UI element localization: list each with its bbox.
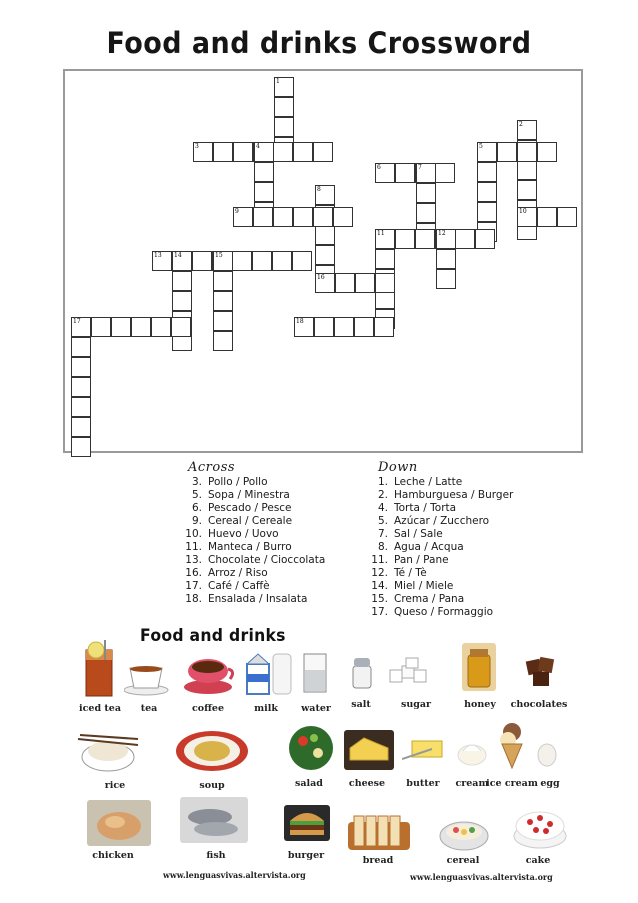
label-cheese: cheese	[348, 778, 386, 789]
down-heading: Down	[378, 460, 418, 475]
clue-text: Sopa / Minestra	[208, 489, 290, 501]
cream-image	[457, 737, 487, 767]
clue-text: Café / Caffè	[208, 580, 270, 592]
clue-text: Crema / Pana	[394, 593, 465, 605]
coffee-image	[182, 655, 238, 695]
crossword-cell[interactable]	[192, 251, 212, 271]
clue-text: Ensalada / Insalata	[208, 593, 308, 605]
label-iced-tea: iced tea	[79, 703, 121, 714]
clue-number: 1	[276, 78, 280, 85]
clue-num: 3.	[191, 476, 202, 488]
down-clue	[366, 554, 513, 567]
crossword-cell[interactable]	[517, 207, 537, 227]
clue-number: 6	[377, 164, 381, 171]
clue-text: Leche / Latte	[394, 476, 463, 488]
crossword-cell[interactable]	[172, 291, 192, 311]
crossword-cell[interactable]	[254, 162, 274, 182]
rice-image	[76, 727, 140, 775]
soup-image	[174, 727, 250, 773]
crossword-cell[interactable]	[557, 207, 577, 227]
crossword-cell[interactable]	[71, 357, 91, 377]
down-clue	[366, 541, 513, 554]
clue-text: Cereal / Cereale	[208, 515, 293, 527]
crossword-cell[interactable]	[272, 251, 292, 271]
crossword-cell[interactable]	[355, 273, 375, 293]
clue-text: Hamburguesa / Burger	[394, 489, 514, 501]
clue-num: 11.	[371, 554, 388, 566]
across-clue	[180, 476, 325, 489]
crossword-cell[interactable]	[354, 317, 374, 337]
clue-num: 11.	[185, 541, 202, 553]
label-rice: rice	[104, 780, 126, 791]
across-clues	[180, 461, 325, 606]
crossword-cell[interactable]	[313, 207, 333, 227]
crossword-cell[interactable]	[71, 397, 91, 417]
crossword-cell[interactable]	[477, 162, 497, 182]
crossword-cell[interactable]	[273, 207, 293, 227]
clue-number: 13	[154, 252, 162, 259]
across-clue	[180, 515, 325, 528]
crossword-cell[interactable]	[314, 317, 334, 337]
crossword-cell[interactable]	[517, 180, 537, 200]
page-title: Food and drinks Crossword	[106, 26, 532, 60]
label-salt: salt	[351, 699, 371, 710]
crossword-cell[interactable]	[193, 142, 213, 162]
label-honey: honey	[464, 699, 496, 710]
crossword-cell[interactable]	[172, 251, 192, 271]
clue-text: Queso / Formaggio	[394, 606, 494, 618]
label-ice-cream: ice cream	[486, 778, 538, 789]
label-cereal: cereal	[446, 855, 480, 866]
crossword-cell[interactable]	[315, 225, 335, 245]
crossword-cell[interactable]	[71, 417, 91, 437]
clue-text: Manteca / Burro	[208, 541, 292, 553]
crossword-cell[interactable]	[415, 229, 435, 249]
label-bread: bread	[362, 855, 394, 866]
crossword-cell[interactable]	[517, 142, 537, 162]
crossword-cell[interactable]	[315, 185, 335, 205]
crossword-cell[interactable]	[253, 207, 273, 227]
across-clue	[180, 580, 325, 593]
crossword-cell[interactable]	[111, 317, 131, 337]
clue-num: 9.	[191, 515, 202, 527]
clue-number: 7	[418, 164, 422, 171]
clue-num: 5.	[377, 515, 388, 527]
clue-text: Pescado / Pesce	[208, 502, 292, 514]
clue-num: 14.	[371, 580, 388, 592]
down-clue	[366, 476, 513, 489]
clue-number: 16	[317, 274, 325, 281]
clue-num: 4.	[377, 502, 388, 514]
clue-num: 8.	[377, 541, 388, 553]
crossword-cell[interactable]	[477, 142, 497, 162]
salad-image	[288, 725, 334, 771]
down-clues	[366, 461, 513, 619]
crossword-cell[interactable]	[71, 317, 91, 337]
crossword-cell[interactable]	[213, 271, 233, 291]
honey-image	[462, 643, 496, 691]
clue-number: 12	[438, 230, 446, 237]
clue-number: 5	[479, 143, 483, 150]
clue-text: Torta / Torta	[394, 502, 457, 514]
crossword-cell[interactable]	[416, 203, 436, 223]
clue-number: 9	[235, 208, 239, 215]
crossword-cell[interactable]	[375, 249, 395, 269]
crossword-cell[interactable]	[71, 437, 91, 457]
water-image	[302, 652, 328, 694]
crossword-cell[interactable]	[455, 229, 475, 249]
clue-number: 10	[519, 208, 527, 215]
label-chocolates: chocolates	[510, 699, 568, 710]
label-sugar: sugar	[400, 699, 432, 710]
crossword-cell[interactable]	[497, 142, 517, 162]
crossword-cell[interactable]	[537, 142, 557, 162]
clue-text: Azúcar / Zucchero	[394, 515, 490, 527]
clue-num: 7.	[377, 528, 388, 540]
source-url-left[interactable]: www.lenguasvivas.altervista.org	[163, 870, 306, 880]
crossword-cell[interactable]	[274, 97, 294, 117]
crossword-cell[interactable]	[213, 251, 233, 271]
crossword-cell[interactable]	[274, 77, 294, 97]
clue-number: 8	[317, 186, 321, 193]
crossword-cell[interactable]	[213, 142, 233, 162]
egg-image	[535, 742, 559, 768]
label-coffee: coffee	[191, 703, 225, 714]
chocolates-image	[523, 654, 559, 690]
iced-tea-image	[82, 640, 116, 698]
clue-num: 5.	[191, 489, 202, 501]
label-milk: milk	[254, 703, 278, 714]
down-clue	[366, 502, 513, 515]
fish-image	[180, 797, 248, 843]
crossword-cell[interactable]	[315, 273, 335, 293]
burger-image	[284, 805, 330, 841]
clue-num: 2.	[377, 489, 388, 501]
crossword-cell[interactable]	[293, 207, 313, 227]
down-clue	[366, 489, 513, 502]
tea-image	[124, 660, 170, 696]
crossword-cell[interactable]	[395, 229, 415, 249]
down-clue	[366, 528, 513, 541]
milk-image	[245, 652, 293, 696]
crossword-cell[interactable]	[71, 377, 91, 397]
crossword-cell[interactable]	[416, 163, 436, 183]
crossword-cell[interactable]	[475, 229, 495, 249]
clue-number: 4	[256, 143, 260, 150]
label-cake: cake	[525, 855, 551, 866]
bread-image	[346, 808, 416, 854]
clue-num: 15.	[371, 593, 388, 605]
clue-number: 3	[195, 143, 199, 150]
crossword-cell[interactable]	[233, 142, 253, 162]
sugar-image	[388, 656, 434, 688]
crossword-cell[interactable]	[436, 269, 456, 289]
cheese-image	[344, 730, 394, 770]
label-burger: burger	[287, 850, 325, 861]
across-clue	[180, 567, 325, 580]
crossword-cell[interactable]	[233, 207, 253, 227]
label-soup: soup	[199, 780, 225, 791]
crossword-cell[interactable]	[213, 331, 233, 351]
clue-number: 2	[519, 121, 523, 128]
label-butter: butter	[406, 778, 440, 789]
clue-text: Agua / Acqua	[394, 541, 464, 553]
crossword-cell[interactable]	[395, 163, 415, 183]
clue-number: 11	[377, 230, 385, 237]
crossword-cell[interactable]	[252, 251, 272, 271]
crossword-cell[interactable]	[151, 317, 171, 337]
crossword-cell[interactable]	[375, 229, 395, 249]
clue-num: 10.	[185, 528, 202, 540]
crossword-cell[interactable]	[375, 273, 395, 293]
crossword-cell[interactable]	[335, 273, 355, 293]
crossword-cell[interactable]	[537, 207, 557, 227]
clue-number: 15	[215, 252, 223, 259]
clue-text: Té / Tè	[394, 567, 427, 579]
across-clue	[180, 528, 325, 541]
crossword-cell[interactable]	[171, 317, 191, 337]
clue-text: Miel / Miele	[394, 580, 454, 592]
down-clue	[366, 593, 513, 606]
across-clue	[180, 502, 325, 515]
crossword-cell[interactable]	[273, 142, 293, 162]
crossword-cell[interactable]	[294, 317, 314, 337]
crossword-cell[interactable]	[375, 163, 395, 183]
crossword-cell[interactable]	[374, 317, 394, 337]
crossword-cell[interactable]	[254, 142, 274, 162]
crossword-cell[interactable]	[254, 182, 274, 202]
crossword-cell[interactable]	[232, 251, 252, 271]
down-clue	[366, 606, 513, 619]
clue-num: 13.	[185, 554, 202, 566]
crossword-cell[interactable]	[152, 251, 172, 271]
crossword-cell[interactable]	[293, 142, 313, 162]
clue-num: 18.	[185, 593, 202, 605]
clue-text: Arroz / Riso	[208, 567, 268, 579]
crossword-cell[interactable]	[416, 183, 436, 203]
crossword-cell[interactable]	[436, 249, 456, 269]
crossword-cell[interactable]	[131, 317, 151, 337]
crossword-cell[interactable]	[213, 311, 233, 331]
crossword-cell[interactable]	[435, 163, 455, 183]
crossword-cell[interactable]	[477, 202, 497, 222]
butter-image	[402, 737, 446, 763]
ice-cream-image	[498, 722, 526, 770]
across-clue	[180, 541, 325, 554]
cereal-image	[438, 812, 490, 852]
clue-num: 17.	[371, 606, 388, 618]
crossword-cell[interactable]	[292, 251, 312, 271]
label-chicken: chicken	[92, 850, 134, 861]
clue-text: Pan / Pane	[394, 554, 449, 566]
label-fish: fish	[206, 850, 226, 861]
salt-image	[351, 656, 373, 690]
clue-text: Chocolate / Cioccolata	[208, 554, 326, 566]
label-water: water	[301, 703, 331, 714]
crossword-cell[interactable]	[213, 291, 233, 311]
crossword-cell[interactable]	[172, 271, 192, 291]
clue-number: 17	[73, 318, 81, 325]
label-tea: tea	[140, 703, 158, 714]
clue-num: 1.	[377, 476, 388, 488]
clue-num: 17.	[185, 580, 202, 592]
clue-num: 12.	[371, 567, 388, 579]
crossword-cell[interactable]	[91, 317, 111, 337]
clue-num: 6.	[191, 502, 202, 514]
chicken-image	[87, 800, 151, 846]
clue-num: 16.	[185, 567, 202, 579]
label-salad: salad	[295, 778, 323, 789]
crossword-cell[interactable]	[71, 337, 91, 357]
across-clue	[180, 554, 325, 567]
across-clue	[180, 489, 325, 502]
crossword-cell[interactable]	[517, 120, 537, 140]
crossword-cell[interactable]	[477, 182, 497, 202]
label-cream: cream	[455, 778, 489, 789]
clue-number: 18	[296, 318, 304, 325]
crossword-cell[interactable]	[274, 117, 294, 137]
clue-text: Sal / Sale	[394, 528, 443, 540]
down-clue	[366, 580, 513, 593]
clue-text: Pollo / Pollo	[208, 476, 268, 488]
across-heading: Across	[188, 460, 236, 475]
label-egg: egg	[540, 778, 560, 789]
crossword-cell[interactable]	[315, 245, 335, 265]
down-clue	[366, 515, 513, 528]
crossword-cell[interactable]	[436, 229, 456, 249]
crossword-cell[interactable]	[313, 142, 333, 162]
cake-image	[512, 800, 568, 852]
crossword-cell[interactable]	[333, 207, 353, 227]
crossword-cell[interactable]	[334, 317, 354, 337]
clue-text: Huevo / Uovo	[208, 528, 279, 540]
clue-number: 14	[174, 252, 182, 259]
pictures-heading: Food and drinks	[140, 626, 286, 646]
across-clue	[180, 593, 325, 606]
source-url-right[interactable]: www.lenguasvivas.altervista.org	[410, 872, 553, 882]
down-clue	[366, 567, 513, 580]
crossword-cell[interactable]	[517, 160, 537, 180]
